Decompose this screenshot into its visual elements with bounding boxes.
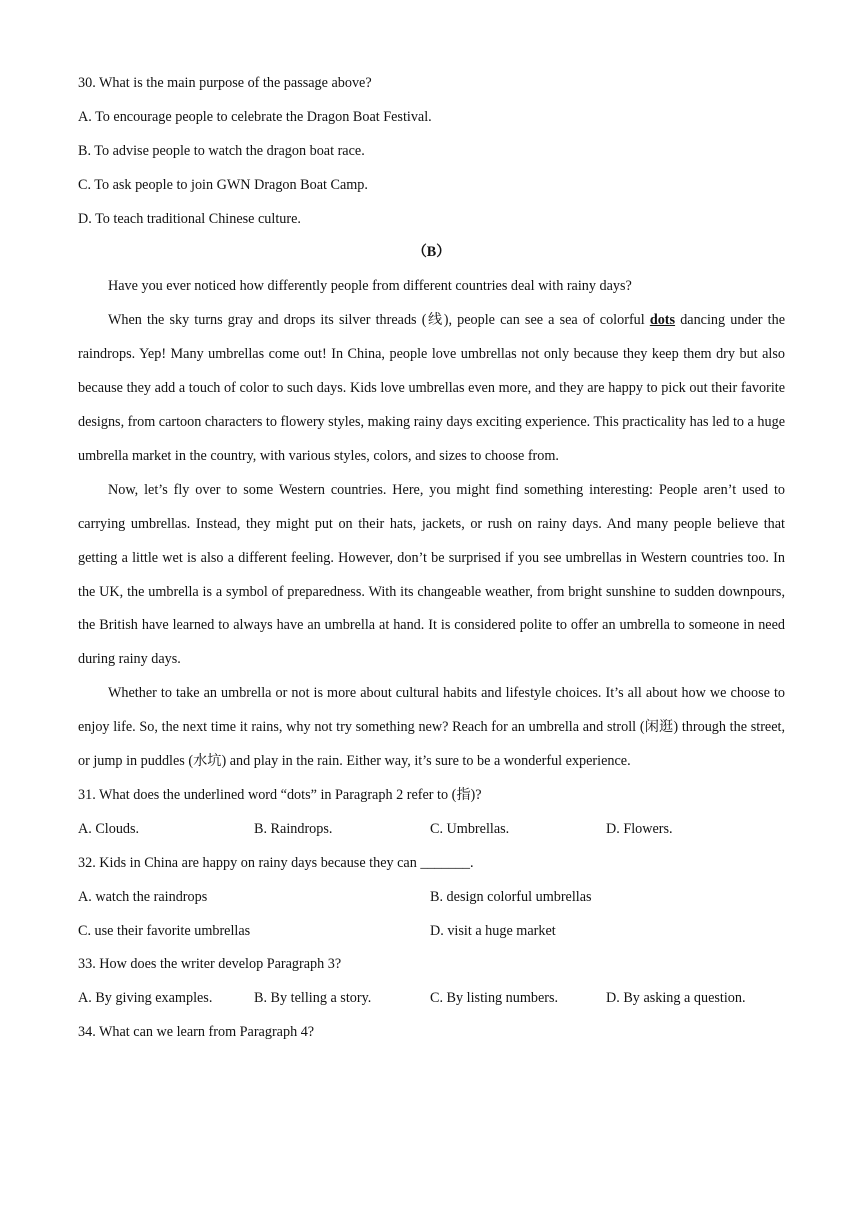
question-30: 30. What is the main purpose of the passage above?	[78, 75, 372, 91]
question-31: 31. What does the underlined word “dots” in Paragraph 2 refer to (指)?	[78, 786, 482, 803]
q32-option-a: A. watch the raindrops	[78, 888, 208, 905]
q30-option-d: D. To teach traditional Chinese culture.	[78, 210, 301, 227]
paragraph-2	[78, 304, 785, 474]
q33-option-a: A. By giving examples.	[78, 990, 213, 1007]
q33-option-c: C. By listing numbers.	[430, 990, 559, 1007]
q30-option-c: C. To ask people to join GWN Dragon Boat Camp.	[78, 176, 368, 193]
q32-option-d: D. visit a huge market	[430, 922, 556, 939]
q33-option-d: D. By asking a question.	[606, 990, 746, 1007]
question-34: 34. What can we learn from Paragraph 4?	[78, 1024, 315, 1041]
q32-options-row-1	[78, 881, 785, 915]
paragraph-1: Have you ever noticed how differently people from different countries deal with rainy days?	[108, 278, 632, 295]
q31-option-d: D. Flowers.	[606, 820, 673, 837]
q33-option-b: B. By telling a story.	[254, 990, 372, 1007]
question-32: 32. Kids in China are happy on rainy days because they can _______.	[78, 854, 474, 871]
q30-option-a: A. To encourage people to celebrate the Dragon Boat Festival.	[78, 108, 432, 125]
paragraph-3: Now, let’s fly over to some Western countries. Here, you might find something interesting: People aren’t used to carrying umbrellas. Instead, they might put on their hats, jackets, or rush on rainy days. And many people believe that getting a little wet is also a different feeling. However, don’t be surprised if you see umbrellas in Western countries too. In the UK, the umbrella is a symbol of preparedness. With its changeable weather, from bright sunshine to sudden downpours, the British have learned to always have an umbrella at hand. It is considered polite to offer an umbrella to someone in need during rainy days.	[78, 481, 785, 668]
q32-options-row-2	[78, 915, 785, 949]
section-b-heading: （B）	[412, 244, 451, 261]
q31-option-c: C. Umbrellas.	[430, 820, 510, 837]
q33-options	[78, 982, 785, 1016]
q32-option-b: B. design colorful umbrellas	[430, 888, 592, 905]
q30-option-b: B. To advise people to watch the dragon boat race.	[78, 142, 365, 159]
underlined-word-dots: dots	[649, 312, 676, 329]
question-33: 33. How does the writer develop Paragraph 3?	[78, 956, 342, 973]
paragraph-2-start: When the sky turns gray and drops its silver threads (线), people can see a sea of colorful	[108, 312, 650, 329]
page-content	[78, 67, 785, 1050]
q31-options	[78, 813, 785, 847]
paragraph-2-rest: dancing under the raindrops. Yep! Many umbrellas come out! In China, people love umbrellas not only because they keep them dry but also because they add a touch of color to such days. Kids love umbrellas even more, and they are happy to pick out their favorite designs, from cartoon characters to flowery styles, making rainy days exciting experience. This practicality has led to a huge umbrella market in the country, with various styles, colors, and sizes to choose from.	[78, 312, 785, 464]
q31-option-a: A. Clouds.	[78, 820, 140, 837]
q31-option-b: B. Raindrops.	[254, 820, 333, 837]
q32-option-c: C. use their favorite umbrellas	[78, 922, 251, 939]
paragraph-4: Whether to take an umbrella or not is more about cultural habits and lifestyle choices. It’s all about how we choose to enjoy life. So, the next time it rains, why not try something new? Reach for an umbrella and stroll (闲逛) through the street, or jump in puddles (水坑) and play in the rain. Either way, it’s sure to be a wonderful experience.	[78, 685, 785, 770]
